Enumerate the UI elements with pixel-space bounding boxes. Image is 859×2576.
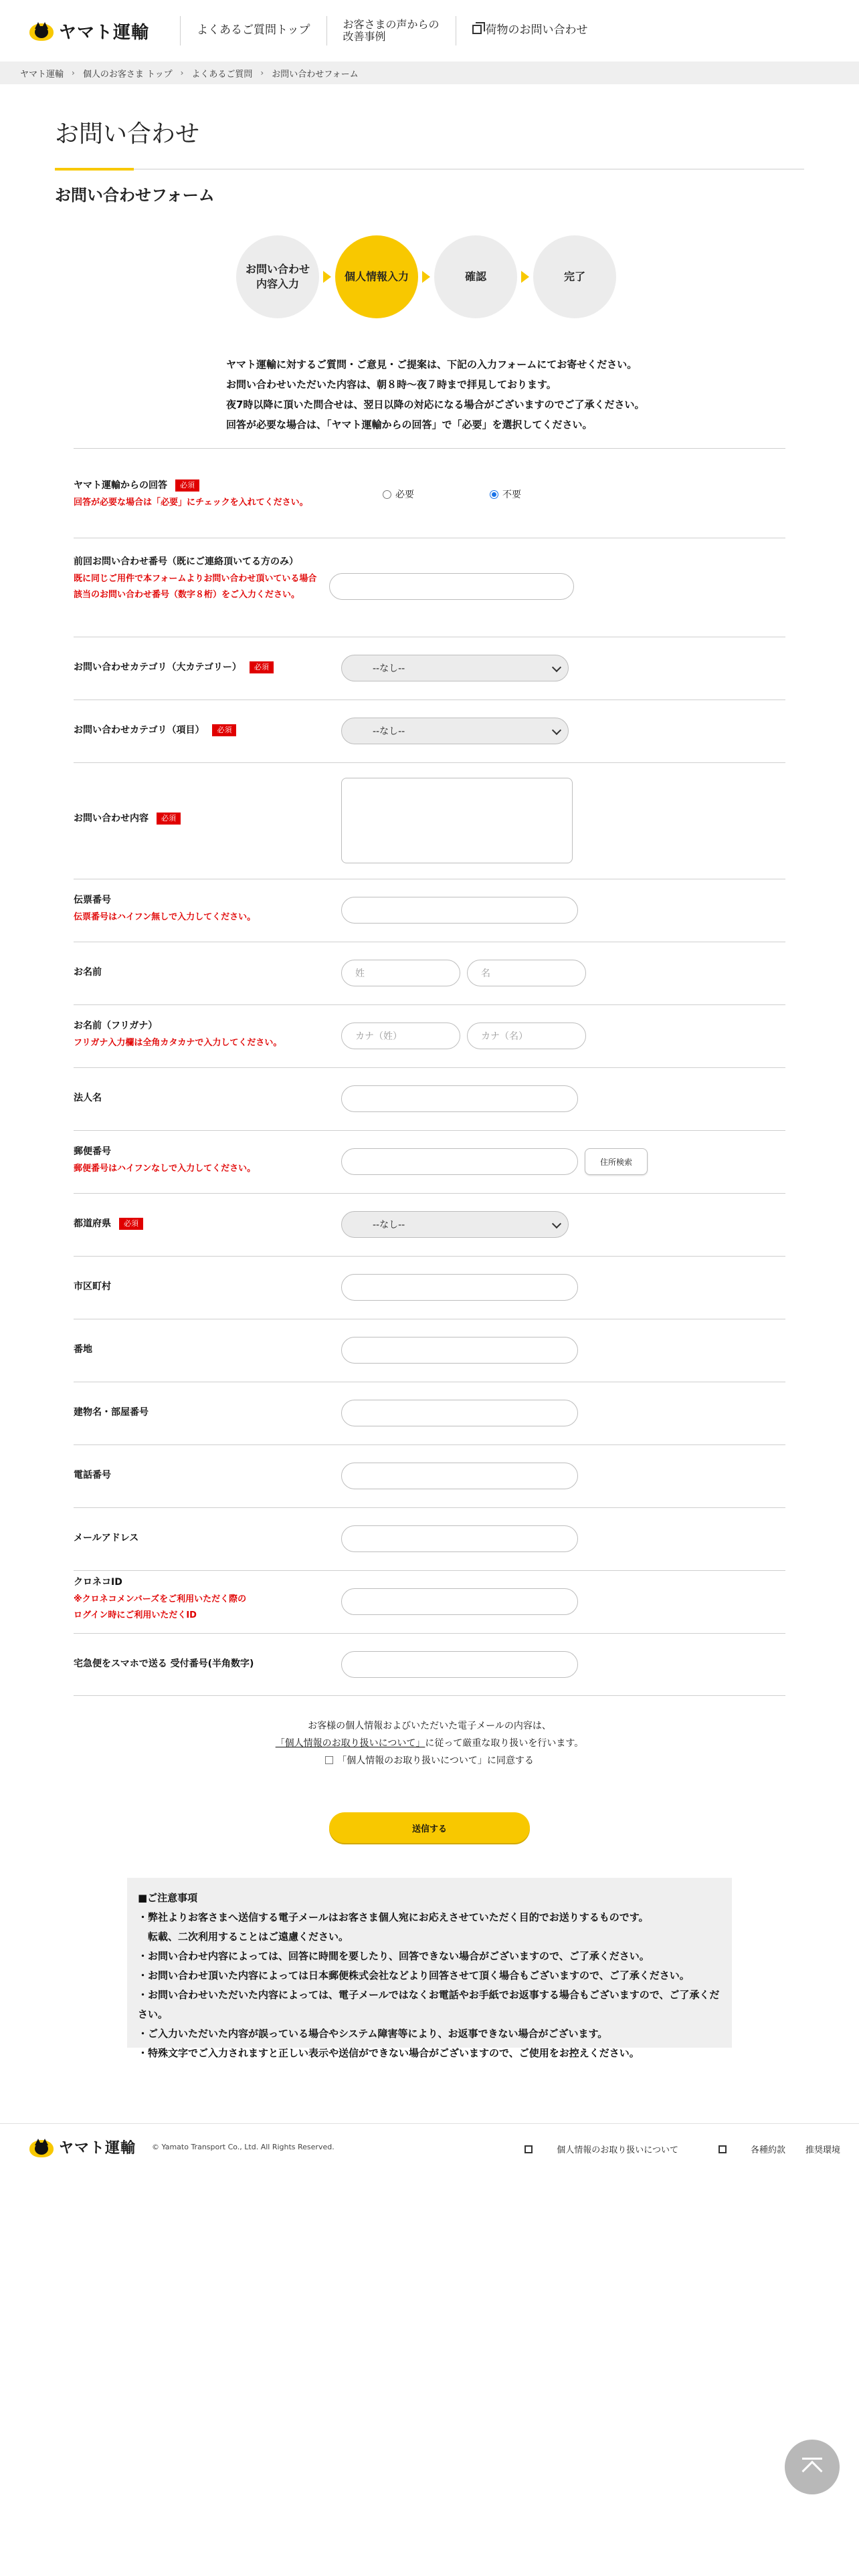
nav-faq-top[interactable]: よくあるご質問トップ (197, 23, 310, 37)
footer-links (484, 2143, 840, 2155)
black-cat-logo-icon (28, 19, 55, 42)
step-arrow-icon (422, 271, 430, 283)
external-link-icon (719, 2145, 727, 2153)
required-badge: 必須 (157, 813, 181, 825)
field-note: ※クロネコメンバーズをご利用いただく際の (74, 1594, 247, 1604)
field-label: 都道府県 (74, 1218, 111, 1229)
radio-label: 不要 (502, 490, 521, 500)
field-label-block (74, 659, 274, 677)
breadcrumb (0, 62, 859, 84)
city-input[interactable] (341, 1274, 578, 1301)
required-badge: 必須 (119, 1218, 143, 1230)
field-label: クロネコID (74, 1577, 122, 1588)
step-label: 完了 (563, 270, 585, 283)
radio-selected-icon (490, 490, 498, 499)
intro-line: 夜7時以降に頂いた問合せは、翌日以降の対応になる場合がございますのでご了承ください。 (226, 399, 645, 411)
form-title: お問い合わせフォーム (55, 186, 215, 205)
required-badge: 必須 (212, 724, 236, 736)
radio-icon (383, 490, 391, 499)
field-label-block (74, 553, 316, 604)
field-note: 既に同じご用件で本フォームよりお問い合わせ頂いている場合 (74, 573, 317, 584)
field-note: 回答が必要な場合は「必要」にチェックを入れてください。 (74, 497, 308, 508)
field-label-block (74, 1017, 282, 1051)
row-category-item (74, 700, 785, 762)
inquiry-content-textarea[interactable] (341, 778, 573, 863)
agree-checkbox-row[interactable] (0, 1752, 859, 1769)
smart-receipt-input[interactable] (341, 1651, 578, 1678)
row-inquiry-content (74, 762, 785, 879)
page-title: お問い合わせ (55, 120, 200, 148)
breadcrumb-current: お問い合わせフォーム (272, 69, 359, 80)
select-value: --なし-- (373, 1220, 405, 1230)
select-value: --なし-- (373, 663, 405, 674)
field-label-block (74, 1404, 149, 1422)
privacy-agreement (0, 1717, 859, 1769)
step-confirm (434, 235, 517, 318)
site-footer (0, 2123, 859, 2170)
footer-link-terms[interactable] (698, 2143, 785, 2155)
select-value: --なし-- (373, 726, 405, 737)
notice-box (127, 1878, 732, 2059)
required-badge: 必須 (250, 661, 274, 673)
logo-text: ヤマト運輸 (59, 22, 150, 43)
building-input[interactable] (341, 1400, 578, 1426)
row-company (74, 1067, 785, 1130)
row-postal-code (74, 1130, 785, 1193)
notice-item: ・お問い合わせ頂いた内容によっては日本郵便株式会社などより回答させて頂く場合もございますので、ご了承ください。 (138, 1969, 690, 1981)
breadcrumb-item[interactable]: ヤマト運輸 (20, 69, 64, 80)
notice-title: ■ご注意事項 (138, 1892, 198, 1904)
row-reply (74, 448, 785, 538)
email-input[interactable] (341, 1525, 578, 1552)
field-label: メールアドレス (74, 1533, 139, 1543)
row-name (74, 942, 785, 1004)
input-placeholder: カナ（名） (481, 1031, 528, 1042)
nav-package-label: 荷物のお問い合わせ (485, 23, 588, 37)
breadcrumb-item[interactable]: 個人のお客さま トップ (82, 69, 173, 80)
step-label: 個人情報入力 (344, 270, 409, 283)
input-placeholder: 姓 (355, 968, 365, 979)
row-prefecture (74, 1193, 785, 1256)
notice-item: ・お問い合わせ内容によっては、回答に時間を要したり、回答できない場合がございますので、ご了承ください。 (138, 1950, 650, 1962)
last-name-kana-input[interactable] (341, 1023, 460, 1049)
submit-button[interactable]: 送信する (329, 1812, 530, 1843)
nav-improvement-line1: お客さまの声からの (343, 17, 440, 31)
agreement-text: に従って厳重な取り扱いを行います。 (425, 1738, 584, 1749)
address-search-button[interactable]: 住所検索 (585, 1148, 648, 1175)
row-previous-inquiry-number (74, 538, 785, 637)
footer-logo-text: ヤマト運輸 (59, 2140, 136, 2157)
category-item-select[interactable] (341, 718, 569, 744)
first-name-input[interactable] (467, 960, 586, 986)
step-arrow-icon (521, 271, 529, 283)
back-to-top-icon (802, 2458, 822, 2460)
field-label-block (74, 1215, 143, 1233)
chevron-down-icon (552, 663, 561, 672)
field-note: 伝票番号はハイフン無しで入力してください。 (74, 911, 256, 922)
field-label-block (74, 477, 308, 511)
chevron-down-icon (552, 1219, 561, 1228)
row-building (74, 1382, 785, 1444)
field-label-block (74, 1089, 102, 1107)
field-label-block (74, 1529, 138, 1547)
external-link-icon (524, 2145, 533, 2153)
step-personal-info (335, 235, 418, 318)
row-street (74, 1319, 785, 1382)
field-note: ログイン時にご利用いただくID (74, 1610, 197, 1621)
field-label-block (74, 1574, 246, 1624)
row-slip-number (74, 879, 785, 942)
radio-label: 必要 (395, 490, 414, 500)
title-divider (55, 169, 804, 170)
agree-checkbox[interactable] (325, 1756, 333, 1764)
field-label-block (74, 1467, 111, 1485)
field-label: お名前（フリガナ） (74, 1021, 158, 1031)
field-label-block (74, 1278, 111, 1296)
field-label-block (74, 1143, 256, 1177)
field-label: 電話番号 (74, 1470, 111, 1481)
field-note: 該当のお問い合わせ番号（数字８桁）をご入力ください。 (74, 590, 300, 601)
agreement-text: お客様の個人情報およびいただいた電子メールの内容は、 (308, 1721, 551, 1731)
row-smart-receipt (74, 1633, 785, 1696)
field-label: お問い合わせカテゴリ（大カテゴリー） (74, 662, 242, 673)
chevron-right-icon: › (260, 68, 264, 78)
footer-link-label: 各種約款 (750, 2145, 785, 2155)
radio-reply-yes[interactable] (383, 488, 414, 501)
required-badge: 必須 (175, 479, 199, 492)
footer-link-privacy[interactable] (504, 2143, 678, 2155)
field-label: 前回お問い合わせ番号（既にご連絡頂いてる方のみ） (74, 556, 298, 567)
last-name-input[interactable] (341, 960, 460, 986)
chevron-right-icon: › (180, 68, 184, 78)
yamato-logo[interactable] (28, 19, 149, 43)
chevron-down-icon (552, 726, 561, 735)
row-city (74, 1256, 785, 1319)
intro-line: 回答が必要な場合は、「ヤマト運輸からの回答」で「必要」を選択してください。 (226, 419, 593, 431)
input-placeholder: 名 (481, 968, 490, 979)
black-cat-logo-icon (28, 2136, 55, 2159)
field-label-block (74, 891, 256, 926)
row-phone (74, 1444, 785, 1507)
phone-input[interactable] (341, 1463, 578, 1489)
step-content-input (236, 235, 319, 318)
input-placeholder: カナ（姓） (355, 1031, 402, 1042)
category-major-select[interactable] (341, 655, 569, 681)
chevron-right-icon: › (72, 68, 75, 78)
step-complete (533, 235, 616, 318)
postal-code-input[interactable] (341, 1148, 578, 1175)
back-to-top-button[interactable] (785, 2440, 840, 2494)
row-category-major (74, 637, 785, 700)
arrow-up-icon (801, 2460, 822, 2481)
field-label: 伝票番号 (74, 895, 111, 905)
header-nav (180, 11, 604, 51)
field-label-block (74, 810, 181, 828)
nav-improvement-cases[interactable] (327, 19, 456, 43)
row-name-kana (74, 1004, 785, 1067)
slip-number-input[interactable] (341, 897, 578, 924)
field-label: お問い合わせ内容 (74, 813, 149, 824)
row-email (74, 1507, 785, 1570)
company-input[interactable] (341, 1085, 578, 1112)
site-header (0, 0, 859, 62)
footer-link-environment[interactable]: 推奨環境 (805, 2145, 840, 2155)
kuroneko-id-input[interactable] (341, 1588, 578, 1615)
prefecture-select[interactable] (341, 1211, 569, 1238)
notice-item: ・ご入力いただいた内容が誤っている場合やシステム障害等により、お返事できない場合がございます。 (138, 2028, 608, 2040)
agree-checkbox-label: 「個人情報のお取り扱いについて」に同意する (337, 1755, 534, 1766)
breadcrumb-item[interactable]: よくあるご質問 (191, 69, 253, 80)
street-input[interactable] (341, 1337, 578, 1364)
field-label: ヤマト運輸からの回答 (74, 480, 167, 491)
field-label-block (74, 1655, 254, 1673)
footer-logo[interactable] (28, 2136, 136, 2159)
step-label: 内容入力 (256, 278, 299, 290)
field-label: お名前 (74, 967, 102, 978)
field-label: 市区町村 (74, 1281, 111, 1292)
agreement-text-line2 (0, 1735, 859, 1752)
nav-improvement-line2: 改善事例 (343, 30, 386, 43)
field-label-block (74, 1341, 92, 1359)
intro-line: ヤマト運輸に対するご質問・ご意見・ご提案は、下記の入力フォームにてお寄せください。 (226, 358, 638, 370)
step-arrow-icon (323, 271, 331, 283)
field-label: 法人名 (74, 1093, 102, 1103)
field-label: 宅急便をスマホで送る 受付番号(半角数字) (74, 1658, 254, 1669)
notice-item: ・特殊文字でご入力されますと正しい表示や送信ができない場合がございますので、ご使用をお控えください。 (138, 2047, 640, 2059)
radio-reply-no[interactable] (490, 488, 521, 501)
row-kuroneko-id (74, 1570, 785, 1633)
intro-line: お問い合わせいただいた内容は、朝８時〜夜７時まで拝見しております。 (226, 379, 557, 391)
copyright: © Yamato Transport Co., Ltd. All Rights Reserved. (152, 2143, 335, 2151)
progress-steps (236, 235, 616, 318)
intro-text (226, 354, 644, 435)
step-label: 確認 (464, 270, 486, 283)
notice-item: ・お問い合わせいただいた内容によっては、電子メールではなくお電話やお手紙でお返事する場合もございますので、ご了承ください。 (138, 1989, 720, 2020)
previous-inquiry-number-input[interactable] (329, 573, 574, 600)
field-note: 郵便番号はハイフンなしで入力してください。 (74, 1163, 256, 1174)
external-link-icon (472, 25, 482, 34)
field-label: 番地 (74, 1344, 92, 1355)
notice-item: 転載、二次利用することはご遠慮ください。 (138, 1931, 349, 1943)
field-label-block (74, 722, 236, 740)
step-label: お問い合わせ (245, 262, 310, 276)
nav-package-inquiry[interactable] (456, 24, 604, 37)
field-label: 建物名・部屋番号 (74, 1407, 149, 1418)
field-label: 郵便番号 (74, 1146, 111, 1157)
field-label: お問い合わせカテゴリ（項目） (74, 725, 205, 736)
first-name-kana-input[interactable] (467, 1023, 586, 1049)
notice-item: ・弊社よりお客さまへ送信する電子メールはお客さま個人宛にお応えさせていただく目的でお送りするものです。 (138, 1911, 649, 1923)
footer-link-label: 個人情報のお取り扱いについて (557, 2145, 678, 2155)
privacy-policy-link[interactable]: 「個人情報のお取り扱いについて」 (275, 1738, 425, 1749)
field-label-block (74, 964, 102, 982)
field-note: フリガナ入力欄は全角カタカナで入力してください。 (74, 1037, 282, 1048)
